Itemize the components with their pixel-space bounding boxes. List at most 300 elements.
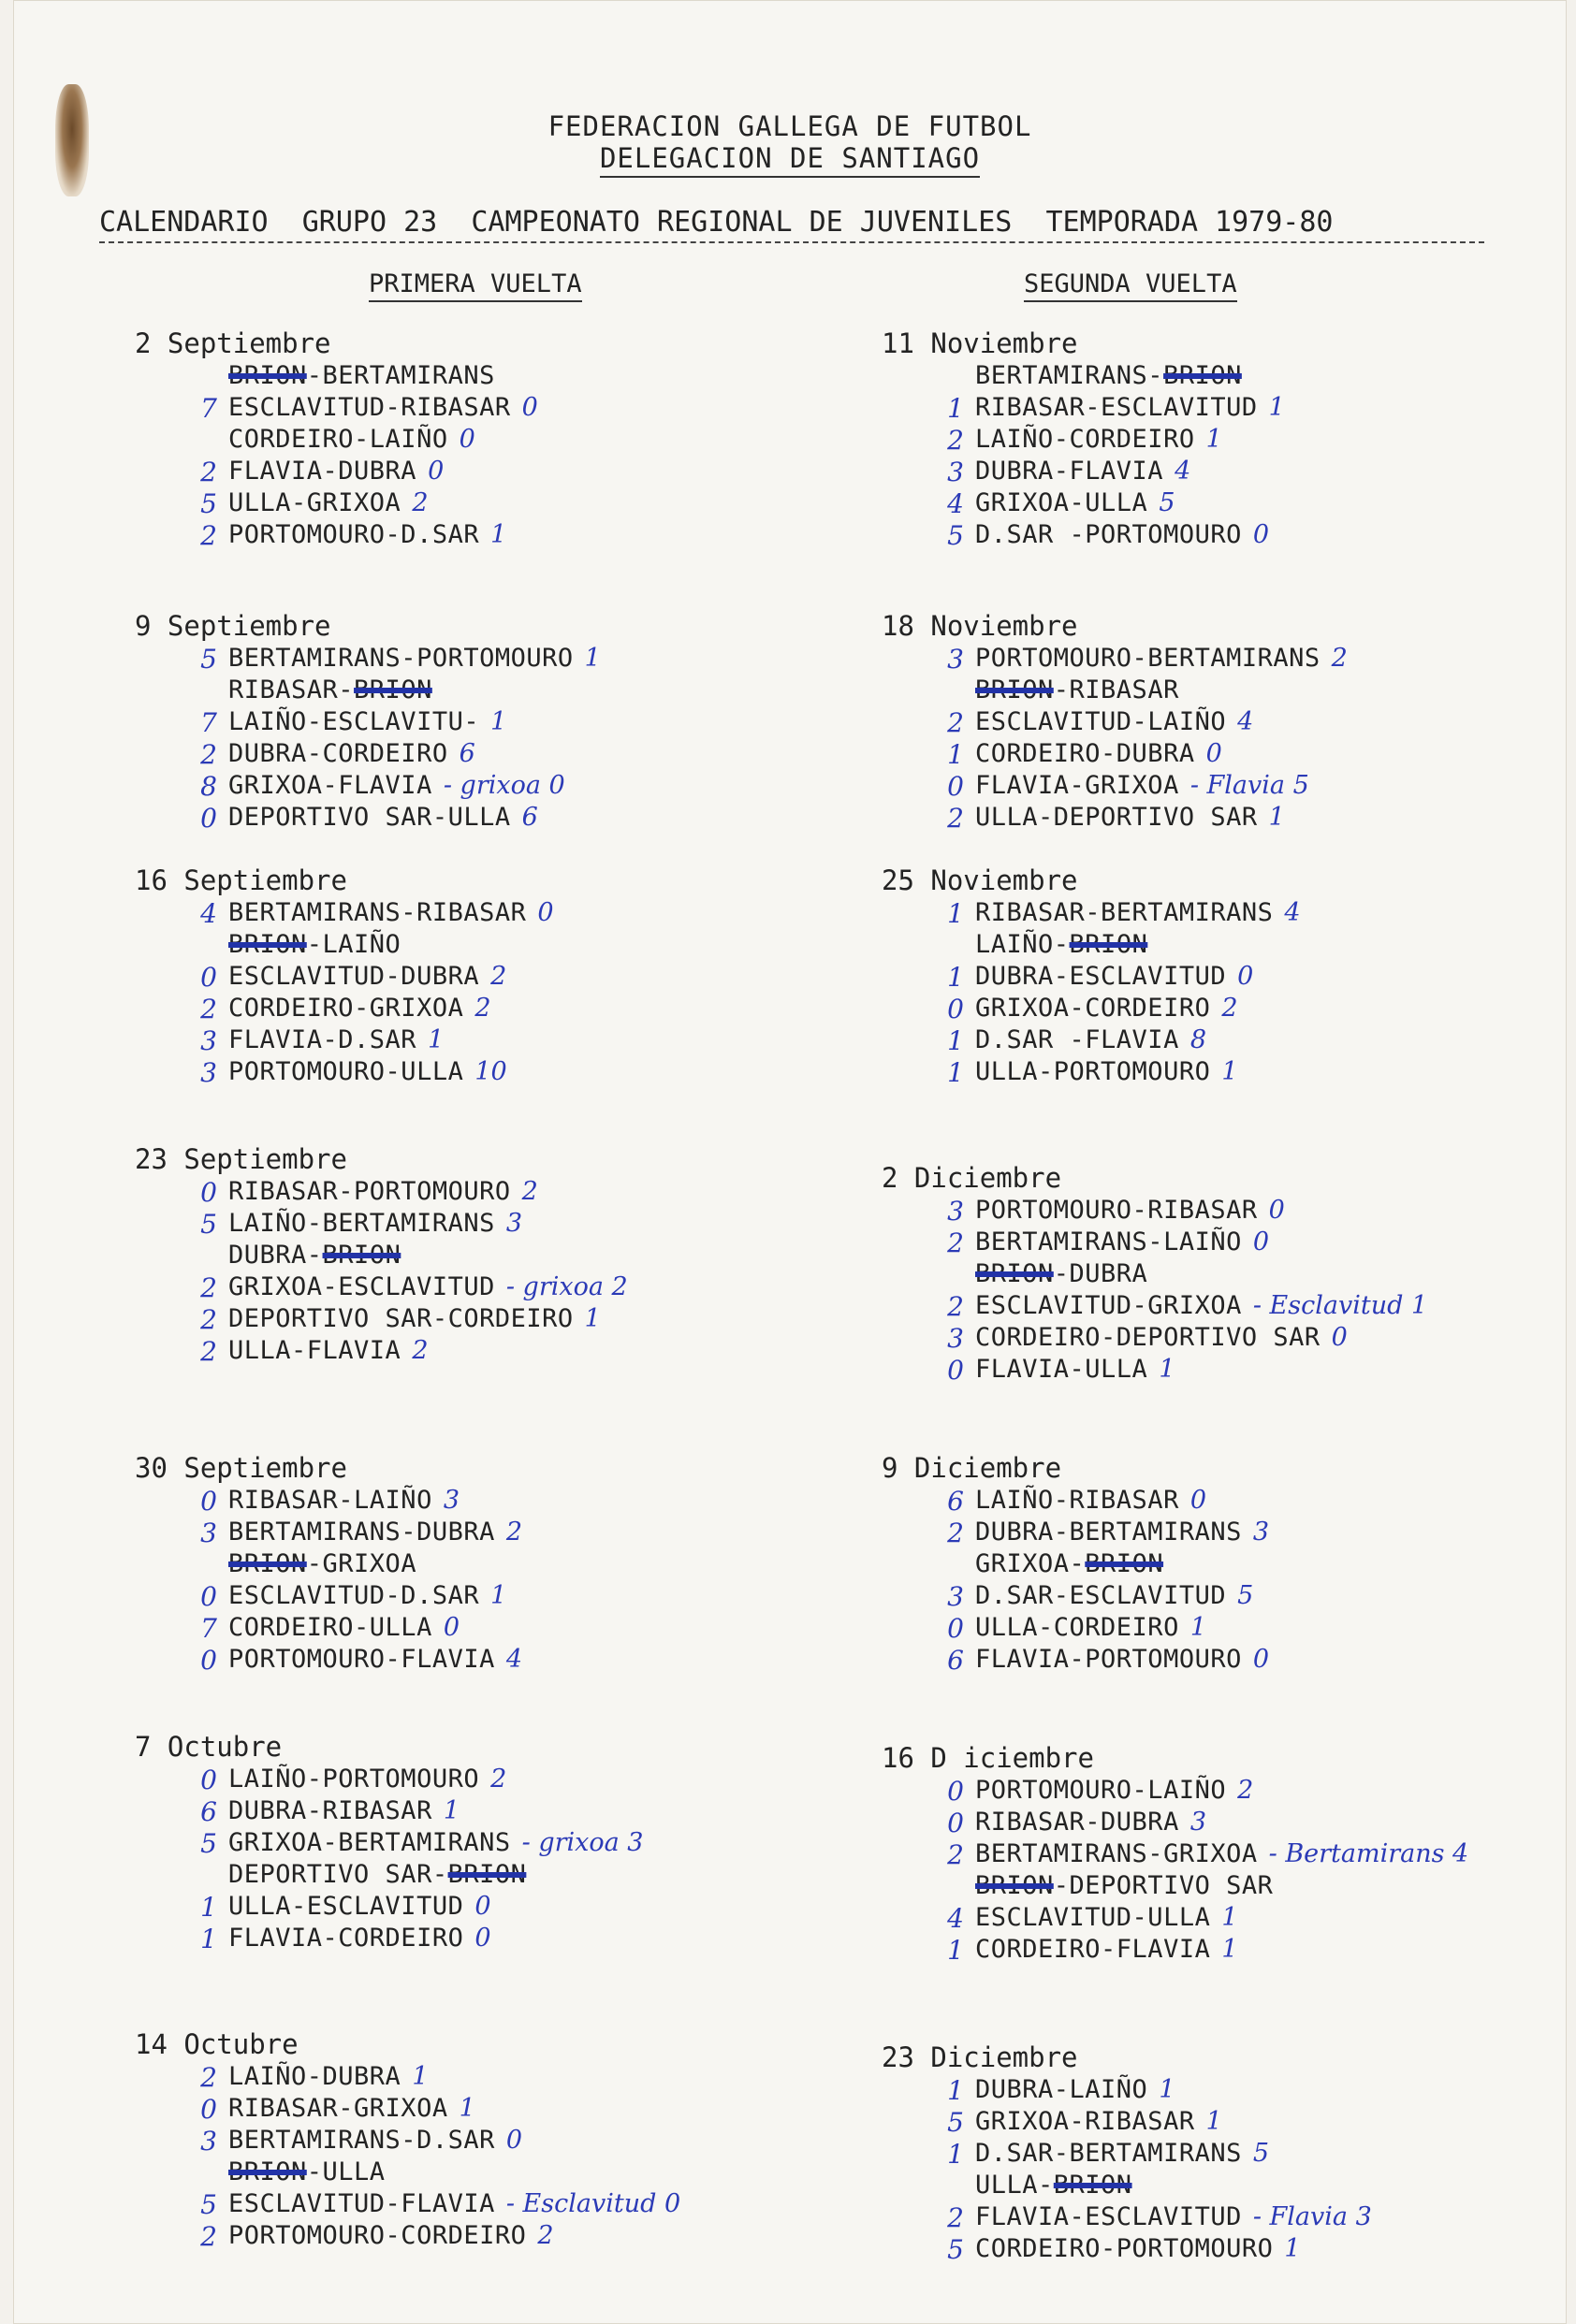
- home-score: 2: [200, 2062, 217, 2093]
- matchday-date: 11 Noviembre: [882, 327, 1078, 359]
- fixture-teams: CORDEIRO-PORTOMOURO: [975, 2234, 1274, 2263]
- matchday-date: 2 Diciembre: [882, 1162, 1062, 1194]
- away-score: 3: [1252, 1518, 1270, 1547]
- fixture-row: [882, 2139, 1576, 2171]
- home-score: 3: [947, 457, 964, 487]
- fixture-row: [135, 1581, 846, 1613]
- home-score: 3: [947, 1323, 964, 1354]
- home-score: 1: [947, 1935, 964, 1966]
- home-score: 8: [200, 771, 217, 802]
- fixture-teams: BRION-LAIÑO: [228, 930, 401, 959]
- away-score: 0: [1252, 520, 1270, 549]
- fixture-teams: ESCLAVITUD-RIBASAR: [228, 393, 511, 422]
- away-score: 6: [521, 803, 538, 832]
- fixture-teams: ULLA-FLAVIA: [228, 1336, 401, 1365]
- fixture-row: [135, 1828, 846, 1860]
- fixture-row: [882, 771, 1576, 803]
- fixture-row: [882, 962, 1576, 994]
- home-score: 6: [947, 1486, 964, 1517]
- matchday-date: 25 Noviembre: [882, 864, 1078, 896]
- away-score: 2: [1237, 1776, 1254, 1805]
- fixture-row: [135, 1860, 846, 1892]
- away-score: 2: [505, 1518, 523, 1547]
- fixture-row: [135, 1549, 846, 1581]
- away-score: - grixoa 2: [505, 1272, 628, 1301]
- struck-team-name: BRION: [447, 1860, 527, 1889]
- fixture-row: [135, 707, 846, 739]
- fixture-row: [135, 2062, 846, 2094]
- struck-team-name: BRION: [1069, 930, 1148, 959]
- fixture-row: [882, 1613, 1576, 1645]
- away-score: 0: [1237, 962, 1254, 991]
- fixture-row: [135, 1796, 846, 1828]
- fixture-row: [135, 1613, 846, 1645]
- fixture-teams: D.SAR-BERTAMIRANS: [975, 2139, 1242, 2168]
- home-score: 2: [200, 2221, 217, 2252]
- home-score: 1: [947, 962, 964, 993]
- fixture-teams: BRION-DUBRA: [975, 1259, 1148, 1288]
- fixture-row: [135, 1892, 846, 1924]
- fixture-teams: ESCLAVITUD-GRIXOA: [975, 1291, 1242, 1320]
- away-score: 0: [459, 425, 475, 454]
- away-score: 2: [474, 994, 491, 1023]
- fixture-teams: GRIXOA-ULLA: [975, 488, 1148, 517]
- fixture-row: [882, 1645, 1576, 1677]
- fixture-teams: GRIXOA-CORDEIRO: [975, 994, 1211, 1023]
- home-score: 3: [947, 644, 964, 675]
- fixture-teams: RIBASAR-GRIXOA: [228, 2094, 448, 2123]
- fixture-row: [135, 1241, 846, 1272]
- away-score: 1: [490, 707, 507, 736]
- fixture-teams: BERTAMIRANS-GRIXOA: [975, 1839, 1258, 1868]
- fixture-teams: LAIÑO-DUBRA: [228, 2062, 401, 2091]
- away-score: 0: [1268, 1196, 1285, 1225]
- fixture-row: [135, 457, 846, 488]
- home-score: 4: [947, 488, 964, 519]
- away-score: 1: [1221, 1935, 1238, 1964]
- fixture-row: [135, 361, 846, 393]
- segunda-vuelta-heading: SEGUNDA VUELTA: [1024, 269, 1237, 302]
- fixture-row: [135, 1924, 846, 1955]
- fixture-row: [882, 803, 1576, 835]
- matchday-date: 30 Septiembre: [135, 1452, 347, 1484]
- matchday: [135, 1452, 846, 1677]
- home-score: 1: [947, 739, 964, 770]
- home-score: 5: [200, 2189, 217, 2220]
- fixture-teams: RIBASAR-PORTOMOURO: [228, 1177, 511, 1206]
- fixture-row: [135, 1486, 846, 1518]
- fixture-row: [882, 2075, 1576, 2107]
- fixture-row: [882, 361, 1576, 393]
- matchday: [882, 327, 1576, 552]
- fixture-row: [135, 771, 846, 803]
- fixture-row: [882, 2107, 1576, 2139]
- struck-team-name: BRION: [228, 2157, 307, 2186]
- fixture-row: [135, 393, 846, 425]
- fixture-row: [882, 1903, 1576, 1935]
- away-score: 0: [428, 457, 445, 486]
- fixture-row: [882, 1291, 1576, 1323]
- fixture-teams: DUBRA-CORDEIRO: [228, 739, 448, 768]
- home-score: 1: [947, 1025, 964, 1056]
- fixture-teams: FLAVIA-ESCLAVITUD: [975, 2202, 1242, 2231]
- away-score: 6: [459, 739, 475, 768]
- home-score: 2: [200, 739, 217, 770]
- home-score: 3: [200, 1518, 217, 1548]
- away-score: 4: [1284, 898, 1301, 927]
- fixture-teams: GRIXOA-FLAVIA: [228, 771, 432, 800]
- fixture-teams: ESCLAVITUD-D.SAR: [228, 1581, 480, 1610]
- fixture-teams: D.SAR-ESCLAVITUD: [975, 1581, 1227, 1610]
- fixture-row: [135, 962, 846, 994]
- fixture-row: [882, 2171, 1576, 2202]
- away-score: 0: [1252, 1645, 1270, 1674]
- home-score: 1: [200, 1892, 217, 1923]
- home-score: 4: [947, 1903, 964, 1934]
- struck-team-name: BRION: [228, 1549, 307, 1578]
- fixture-row: [882, 1196, 1576, 1227]
- home-score: 7: [200, 393, 217, 424]
- fixture-teams: PORTOMOURO-LAIÑO: [975, 1776, 1227, 1805]
- away-score: - grixoa 0: [443, 771, 565, 800]
- fixture-teams: FLAVIA-GRIXOA: [975, 771, 1179, 800]
- away-score: 2: [412, 488, 429, 517]
- away-score: - Bertamirans 4: [1268, 1839, 1469, 1868]
- home-score: 2: [947, 1518, 964, 1548]
- away-score: - Esclavitud 1: [1252, 1291, 1428, 1320]
- fixture-row: [882, 488, 1576, 520]
- matchday-date: 9 Diciembre: [882, 1452, 1062, 1484]
- fixture-teams: PORTOMOURO-D.SAR: [228, 520, 480, 549]
- fixture-teams: PORTOMOURO-ULLA: [228, 1057, 464, 1086]
- home-score: 0: [200, 1177, 217, 1208]
- away-score: 2: [490, 1765, 507, 1794]
- primera-vuelta-heading: PRIMERA VUELTA: [369, 269, 582, 302]
- away-score: 0: [521, 393, 538, 422]
- fixture-teams: D.SAR -FLAVIA: [975, 1025, 1179, 1054]
- away-score: 1: [1205, 2107, 1222, 2136]
- fixture-teams: ULLA-GRIXOA: [228, 488, 401, 517]
- fixture-row: [135, 1645, 846, 1677]
- delegation-title-text: DELEGACION DE SANTIAGO: [600, 142, 980, 178]
- home-score: 2: [200, 1272, 217, 1303]
- fixture-teams: CORDEIRO-DEPORTIVO SAR: [975, 1323, 1321, 1352]
- fixture-row: [882, 1581, 1576, 1613]
- home-score: 6: [947, 1645, 964, 1676]
- fixture-row: [135, 1272, 846, 1304]
- fixture-row: [882, 520, 1576, 552]
- fixture-teams: RIBASAR-ESCLAVITUD: [975, 393, 1258, 422]
- home-score: 2: [947, 2202, 964, 2233]
- home-score: 2: [200, 1304, 217, 1335]
- fixture-teams: LAIÑO-BERTAMIRANS: [228, 1209, 495, 1238]
- fixture-row: [882, 1355, 1576, 1387]
- home-score: 3: [947, 1581, 964, 1612]
- away-score: 1: [584, 1304, 601, 1333]
- fixture-row: [135, 2126, 846, 2157]
- fixture-teams: BRION-DEPORTIVO SAR: [975, 1871, 1274, 1900]
- home-score: 0: [947, 1613, 964, 1644]
- matchday-date: 16 D iciembre: [882, 1742, 1094, 1774]
- fixture-teams: GRIXOA-ESCLAVITUD: [228, 1272, 495, 1301]
- fixture-row: [135, 898, 846, 930]
- fixture-row: [882, 930, 1576, 962]
- fixture-teams: GRIXOA-BRION: [975, 1549, 1164, 1578]
- home-score: 0: [200, 2094, 217, 2125]
- fixture-row: [882, 739, 1576, 771]
- away-score: 0: [474, 1924, 491, 1953]
- away-score: 4: [1237, 707, 1254, 736]
- fixture-teams: BERTAMIRANS-DUBRA: [228, 1518, 495, 1547]
- fixture-row: [135, 1336, 846, 1368]
- away-score: 0: [537, 898, 554, 927]
- home-score: 4: [200, 898, 217, 929]
- fixture-teams: BERTAMIRANS-BRION: [975, 361, 1242, 390]
- fixture-teams: DUBRA-RIBASAR: [228, 1796, 432, 1825]
- away-score: 1: [412, 2062, 429, 2091]
- fixture-row: [135, 1057, 846, 1089]
- away-score: 0: [505, 2126, 523, 2155]
- fixture-teams: RIBASAR-LAIÑO: [228, 1486, 432, 1515]
- matchday-date: 2 Septiembre: [135, 327, 331, 359]
- away-score: 1: [1221, 1903, 1238, 1932]
- home-score: 5: [200, 488, 217, 519]
- fixture-teams: LAIÑO-RIBASAR: [975, 1486, 1179, 1515]
- away-score: 1: [1268, 393, 1285, 422]
- struck-team-name: BRION: [354, 675, 432, 704]
- home-score: 0: [200, 1765, 217, 1795]
- fixture-row: [882, 1057, 1576, 1089]
- matchday: [135, 610, 846, 835]
- fixture-teams: RIBASAR-DUBRA: [975, 1808, 1179, 1837]
- fixture-row: [882, 1227, 1576, 1259]
- away-score: 4: [1175, 457, 1191, 486]
- home-score: 5: [947, 520, 964, 551]
- away-score: 5: [1159, 488, 1175, 517]
- fixture-teams: BERTAMIRANS-D.SAR: [228, 2126, 495, 2155]
- fixture-row: [882, 1259, 1576, 1291]
- fixture-row: [135, 994, 846, 1025]
- fixture-row: [135, 520, 846, 552]
- away-score: 0: [474, 1892, 491, 1921]
- away-score: 3: [505, 1209, 523, 1238]
- struck-team-name: BRION: [1085, 1549, 1164, 1578]
- matchday: [135, 1731, 846, 1955]
- away-score: 0: [1189, 1486, 1207, 1515]
- fixture-teams: ULLA-PORTOMOURO: [975, 1057, 1211, 1086]
- fixture-teams: CORDEIRO-LAIÑO: [228, 425, 448, 454]
- home-score: 0: [200, 1645, 217, 1676]
- away-score: 4: [505, 1645, 523, 1674]
- fixture-row: [135, 1304, 846, 1336]
- home-score: 3: [200, 1025, 217, 1056]
- away-score: 10: [474, 1057, 507, 1086]
- away-score: - Flavia 5: [1189, 771, 1309, 800]
- matchday-date: 9 Septiembre: [135, 610, 331, 642]
- struck-team-name: BRION: [975, 1259, 1054, 1288]
- fixture-teams: ULLA-BRION: [975, 2171, 1132, 2200]
- home-score: 2: [200, 1336, 217, 1367]
- calendar-subheading: CALENDARIO GRUPO 23 CAMPEONATO REGIONAL DE JUVENILES TEMPORADA 1979-80: [99, 206, 1484, 243]
- away-score: 3: [1189, 1808, 1207, 1837]
- away-score: 1: [1159, 1355, 1175, 1384]
- fixture-teams: FLAVIA-DUBRA: [228, 457, 417, 486]
- away-score: 0: [443, 1613, 460, 1642]
- struck-team-name: BRION: [975, 675, 1054, 704]
- fixture-teams: D.SAR -PORTOMOURO: [975, 520, 1242, 549]
- fixture-teams: ESCLAVITUD-ULLA: [975, 1903, 1211, 1932]
- home-score: 2: [200, 520, 217, 551]
- home-score: 0: [947, 1776, 964, 1807]
- fixture-row: [135, 1765, 846, 1796]
- fixture-row: [135, 1177, 846, 1209]
- fixture-row: [882, 1808, 1576, 1839]
- fixture-teams: DEPORTIVO SAR-BRION: [228, 1860, 527, 1889]
- fixture-row: [135, 1518, 846, 1549]
- fixture-teams: CORDEIRO-GRIXOA: [228, 994, 464, 1023]
- home-score: 2: [947, 803, 964, 834]
- fixture-teams: FLAVIA-PORTOMOURO: [975, 1645, 1242, 1674]
- home-score: 2: [947, 707, 964, 738]
- home-score: 5: [947, 2107, 964, 2138]
- fixture-teams: ESCLAVITUD-LAIÑO: [975, 707, 1227, 736]
- home-score: 0: [200, 803, 217, 834]
- matchday: [882, 2041, 1576, 2266]
- away-score: 2: [412, 1336, 429, 1365]
- away-score: 3: [443, 1486, 460, 1515]
- home-score: 7: [200, 707, 217, 738]
- fixture-row: [882, 675, 1576, 707]
- struck-team-name: BRION: [228, 930, 307, 959]
- home-score: 1: [947, 898, 964, 929]
- fixture-teams: GRIXOA-BERTAMIRANS: [228, 1828, 511, 1857]
- fixture-teams: PORTOMOURO-CORDEIRO: [228, 2221, 527, 2250]
- fixture-row: [135, 2157, 846, 2189]
- fixture-row: [135, 1209, 846, 1241]
- fixture-row: [882, 1776, 1576, 1808]
- fixture-teams: BRION-RIBASAR: [975, 675, 1179, 704]
- fixture-teams: ESCLAVITUD-DUBRA: [228, 962, 480, 991]
- fixture-row: [135, 425, 846, 457]
- fixture-teams: DUBRA-BERTAMIRANS: [975, 1518, 1242, 1547]
- away-score: 0: [1331, 1323, 1348, 1352]
- fixture-row: [135, 2221, 846, 2253]
- fixture-row: [135, 2094, 846, 2126]
- matchday-date: 16 Septiembre: [135, 864, 347, 896]
- fixture-teams: LAIÑO-CORDEIRO: [975, 425, 1195, 454]
- fixture-row: [882, 1935, 1576, 1967]
- struck-team-name: BRION: [322, 1241, 401, 1270]
- federation-title: FEDERACION GALLEGA DE FUTBOL: [547, 110, 1032, 142]
- matchday: [135, 327, 846, 552]
- fixture-teams: ESCLAVITUD-FLAVIA: [228, 2189, 495, 2218]
- home-score: 2: [947, 1291, 964, 1322]
- fixture-row: [882, 1323, 1576, 1355]
- struck-team-name: BRION: [1053, 2171, 1132, 2200]
- away-score: 2: [521, 1177, 538, 1206]
- fixture-teams: RIBASAR-BRION: [228, 675, 432, 704]
- matchday: [882, 1162, 1576, 1387]
- delegation-title: [13, 142, 1567, 174]
- away-score: 2: [490, 962, 507, 991]
- fixture-teams: ULLA-ESCLAVITUD: [228, 1892, 464, 1921]
- home-score: 0: [947, 771, 964, 802]
- fixture-teams: DUBRA-LAIÑO: [975, 2075, 1148, 2104]
- away-score: 2: [1331, 644, 1348, 673]
- home-score: 0: [947, 1808, 964, 1838]
- away-score: 1: [1159, 2075, 1175, 2104]
- home-score: 0: [200, 1581, 217, 1612]
- away-score: 1: [490, 1581, 507, 1610]
- fixture-row: [882, 1025, 1576, 1057]
- fixture-row: [882, 1518, 1576, 1549]
- fixture-row: [135, 2189, 846, 2221]
- fixture-teams: FLAVIA-D.SAR: [228, 1025, 417, 1054]
- fixture-row: [882, 393, 1576, 425]
- away-score: 0: [1252, 1227, 1270, 1256]
- home-score: 2: [947, 1227, 964, 1258]
- home-score: 0: [947, 1355, 964, 1386]
- fixture-teams: GRIXOA-RIBASAR: [975, 2107, 1195, 2136]
- fixture-row: [135, 488, 846, 520]
- struck-team-name: BRION: [1163, 361, 1242, 390]
- fixture-teams: CORDEIRO-DUBRA: [975, 739, 1195, 768]
- fixture-teams: RIBASAR-BERTAMIRANS: [975, 898, 1274, 927]
- fixture-teams: BRION-BERTAMIRANS: [228, 361, 495, 390]
- home-score: 1: [947, 393, 964, 424]
- fixture-teams: DEPORTIVO SAR-ULLA: [228, 803, 511, 832]
- fixture-row: [882, 898, 1576, 930]
- home-score: 5: [200, 1828, 217, 1859]
- fixture-teams: BERTAMIRANS-RIBASAR: [228, 898, 527, 927]
- matchday: [882, 1452, 1576, 1677]
- home-score: 5: [200, 644, 217, 675]
- fixture-teams: LAIÑO-BRION: [975, 930, 1148, 959]
- matchday: [882, 864, 1576, 1089]
- home-score: 2: [200, 457, 217, 487]
- home-score: 1: [947, 2139, 964, 2170]
- fixture-row: [882, 2202, 1576, 2234]
- struck-team-name: BRION: [228, 361, 307, 390]
- away-score: 5: [1252, 2139, 1270, 2168]
- fixture-row: [882, 1486, 1576, 1518]
- fixture-row: [882, 994, 1576, 1025]
- away-score: 1: [443, 1796, 460, 1825]
- fixture-teams: PORTOMOURO-RIBASAR: [975, 1196, 1258, 1225]
- home-score: 3: [200, 1057, 217, 1088]
- fixture-teams: FLAVIA-ULLA: [975, 1355, 1148, 1384]
- fixture-teams: ULLA-CORDEIRO: [975, 1613, 1179, 1642]
- away-score: 1: [428, 1025, 445, 1054]
- matchday: [135, 864, 846, 1089]
- away-score: 8: [1189, 1025, 1207, 1054]
- fixture-row: [135, 930, 846, 962]
- away-score: 1: [1221, 1057, 1238, 1086]
- fixture-teams: DUBRA-FLAVIA: [975, 457, 1164, 486]
- fixture-teams: ULLA-DEPORTIVO SAR: [975, 803, 1258, 832]
- matchday-date: 23 Septiembre: [135, 1143, 347, 1175]
- home-score: 5: [200, 1209, 217, 1240]
- away-score: 1: [1268, 803, 1285, 832]
- away-score: 2: [1221, 994, 1238, 1023]
- fixture-row: [882, 707, 1576, 739]
- fixture-teams: DUBRA-BRION: [228, 1241, 401, 1270]
- fixture-teams: BRION-GRIXOA: [228, 1549, 417, 1578]
- away-score: - grixoa 3: [521, 1828, 644, 1857]
- away-score: 0: [1205, 739, 1222, 768]
- fixture-teams: DEPORTIVO SAR-CORDEIRO: [228, 1304, 574, 1333]
- fixture-teams: BERTAMIRANS-PORTOMOURO: [228, 644, 574, 673]
